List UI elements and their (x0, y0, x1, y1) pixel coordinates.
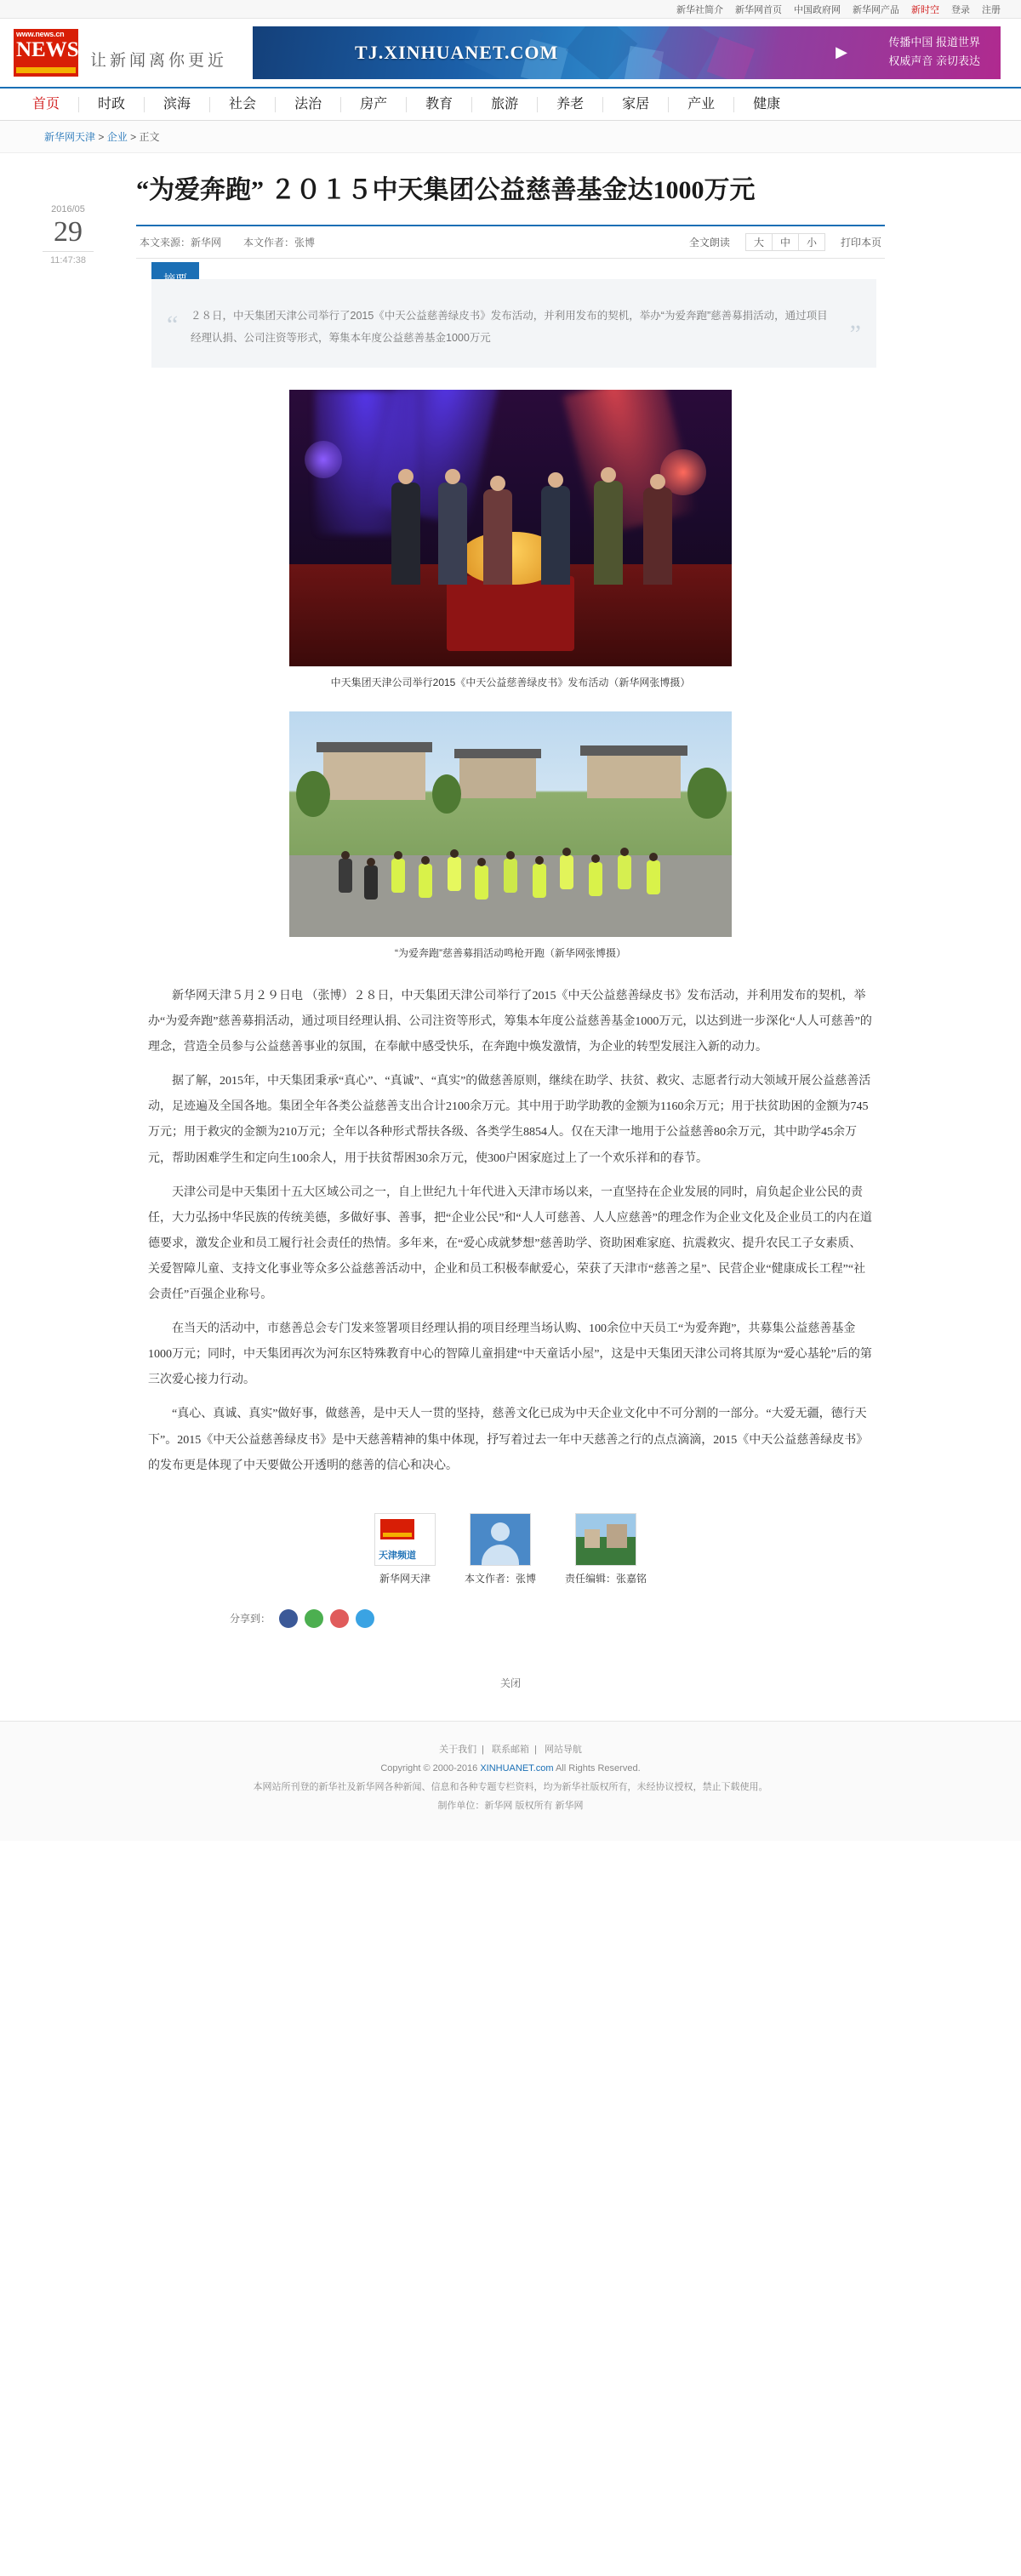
weibo-share-icon[interactable] (330, 1609, 349, 1628)
article-paragraph-0: 新华网天津５月２９日电 （张博）２８日，中天集团天津公司举行了2015《中天公益慈善绿皮书》发布活动，并利用发布的契机，举办“为爱奔跑”慈善募捐活动，通过项目经理认捐、公司注资等形式，筹集本年度公益慈善基金1000万元，以达到进一步深化“人人可慈善”的理念，营造全员参与公益慈善事业的氛围，在奉献中感受快乐，在奔跑中焕发激情，为企业的转型发展注入新的动力。 (148, 990, 872, 1054)
font-size-large[interactable]: 大 (746, 234, 773, 250)
credit-card-author[interactable] (465, 1513, 536, 1585)
article-meta-bar (136, 225, 885, 259)
date-divider (43, 251, 94, 252)
breadcrumb-item-0[interactable]: 新华网天津 (44, 131, 96, 143)
topbar-link-0[interactable]: 新华社简介 (676, 4, 723, 15)
article-paragraph-1: 据了解，2015年，中天集团秉承“真心”、“真诚”、“真实”的做慈善原则，继续在助学、扶贫、救灾、志愿者行动大领域开展公益慈善活动，足迹遍及全国各地。集团全年各类公益慈善支出合计2100余万元。其中用于助学助教的金额为1160余万元；用于扶贫助困的金额为745万元；用于救灾的金额为210万元；全年以各种形式帮扶各级、各类学生8854人。仅在天津一地用于公益慈善80余万元，其中助学45余万元，帮助困难学生和定向生100余人，用于扶贫帮困30余万元，使300户困家庭过上了一个欢乐祥和的春节。 (148, 1075, 871, 1165)
nav-item-6[interactable]: 教育 (407, 97, 472, 112)
share-label: 分享到： (230, 1613, 271, 1625)
figure-2-image (289, 711, 732, 937)
topbar-link-1[interactable]: 新华网首页 (735, 4, 782, 15)
article-date-block (0, 165, 136, 1721)
date-year-month: 2016/05 (51, 204, 85, 214)
breadcrumb-item-2: 正文 (139, 131, 160, 143)
banner-slogan-line2: 权威声音 亲切表达 (888, 54, 980, 67)
article-paragraph-3: 在当天的活动中，市慈善总会专门发来签署项目经理认捐的项目经理当场认购、100余位中天员工“为爱奔跑”，共募集公益慈善基金1000万元；同时，中天集团再次为河东区特殊教育中心的智障儿童捐建“中天童话小屋”，这是中天集团天津公司将其原为“爱心基轮”后的第三次爱心接力行动。 (148, 1322, 872, 1387)
footer-link-0[interactable]: 关于我们 (439, 1744, 477, 1755)
scenery-thumbnail-icon (575, 1513, 636, 1566)
banner-slogan-line1: 传播中国 报道世界 (888, 36, 980, 49)
credit-card-author-label: 本文作者：张博 (464, 1572, 536, 1585)
credit-card-site[interactable] (374, 1513, 436, 1585)
breadcrumb-sep-0: > (98, 131, 105, 143)
figure-1-image (289, 390, 732, 666)
article-figure-1 (136, 390, 885, 689)
article-source (140, 235, 221, 249)
read-aloud-button[interactable]: 全文朗读 (688, 236, 730, 248)
qzone-share-icon[interactable] (356, 1609, 374, 1628)
rights-text: All Rights Reserved. (555, 1762, 641, 1773)
article-column (136, 165, 1021, 1721)
nav-item-5[interactable]: 房产 (341, 97, 407, 112)
font-size-small[interactable]: 小 (806, 236, 817, 248)
footer-copyright (0, 1759, 1021, 1778)
nav-item-8[interactable]: 养老 (538, 97, 603, 112)
topbar-link-2[interactable]: 中国政府网 (794, 4, 841, 15)
quote-close-icon: ” (849, 320, 861, 348)
wechat-share-icon[interactable] (305, 1609, 323, 1628)
footer-link-2[interactable]: 网站导航 (544, 1744, 582, 1755)
avatar (470, 1513, 531, 1566)
figure-2-caption: “为爱奔跑”慈善募捐活动鸣枪开跑（新华网张博摄） (395, 947, 626, 959)
site-logo-block[interactable] (14, 29, 227, 77)
site-header (0, 19, 1021, 87)
content-area (0, 153, 1021, 1721)
author-label: 本文作者： (243, 236, 295, 248)
nav-item-0[interactable]: 首页 (14, 97, 79, 112)
quote-open-icon: “ (167, 310, 179, 339)
nav-item-3[interactable]: 社会 (210, 97, 276, 112)
source-value: 新华网 (191, 236, 222, 248)
logo-mark: NEWS (16, 38, 79, 62)
nav-item-7[interactable]: 旅游 (472, 97, 538, 112)
topbar-login-link[interactable]: 登录 (951, 4, 970, 15)
share-row (230, 1609, 885, 1628)
footer-link-1[interactable]: 联系邮箱 (492, 1744, 529, 1755)
credit-card-site-label: 新华网天津 (379, 1572, 431, 1585)
banner-slogan (888, 33, 980, 71)
nav-item-4[interactable]: 法治 (276, 97, 341, 112)
source-label: 本文来源： (140, 236, 191, 248)
xinhua-logo[interactable] (14, 29, 78, 77)
banner-domain: TJ.XINHUANET.COM (355, 42, 559, 63)
logo-gold-bar (16, 67, 76, 73)
logo-slogan: 让新闻离你更近 (90, 52, 228, 70)
summary-text: ２８日，中天集团天津公司举行了2015《中天公益慈善绿皮书》发布活动，并利用发布的契机，举办“为爱奔跑”慈善募捐活动，通过项目经理认捐、公司注资等形式，筹集本年度公益慈善基金1000万元 (191, 309, 828, 344)
nav-item-1[interactable]: 时政 (79, 97, 145, 112)
figure-1-caption: 中天集团天津公司举行2015《中天公益慈善绿皮书》发布活动（新华网张博摄） (330, 677, 691, 688)
print-button[interactable]: 打印本页 (840, 236, 881, 248)
footer-site-link[interactable]: XINHUANET.com (480, 1762, 554, 1773)
site-footer (0, 1721, 1021, 1841)
font-size-medium[interactable]: 中 (773, 234, 799, 250)
xinhua-tianjin-logo-icon: 天津频道 (374, 1513, 436, 1566)
article-figure-2 (136, 711, 885, 960)
top-utility-bar (0, 0, 1021, 19)
nav-item-2[interactable]: 滨海 (145, 97, 210, 112)
main-nav (0, 87, 1021, 121)
date-day: 29 (54, 216, 83, 248)
article-credit-cards (136, 1513, 885, 1585)
article-paragraph-2: 天津公司是中天集团十五大区域公司之一，自上世纪九十年代进入天津市场以来，一直坚持在企业发展的同时，肩负起企业公民的责任，大力弘扬中华民族的传统美德，多做好事、善事，把“企业公民”和“人人可慈善、人人应慈善”的理念作为企业文化及企业员工的内在道德要求，激发企业和员工履行社会责任的热情。多年来，在“爱心成就梦想”慈善助学、资助困难家庭、抗震救灾、提升农民工子女素质、关爱智障儿童、支持文化事业等众多公益慈善活动中，企业和员工积极奉献爱心，荣获了天津市“慈善之星”、民营企业“健康成长工程”“社会责任”百强企业称号。 (148, 1185, 872, 1302)
summary-body (151, 279, 876, 368)
credit-card-editor-label: 责任编辑：张嘉铭 (565, 1572, 647, 1585)
article-author (243, 235, 315, 249)
breadcrumb-item-1[interactable]: 企业 (106, 131, 128, 143)
breadcrumb-sep-1: > (130, 131, 137, 143)
topbar-link-3[interactable]: 新华网产品 (853, 4, 899, 15)
font-size-switcher (745, 233, 825, 251)
logo-url: www.news.cn (16, 30, 65, 38)
copyright-text: Copyright © 2000-2016 (380, 1762, 478, 1773)
breadcrumb (0, 121, 1021, 153)
header-banner-ad[interactable] (253, 26, 1001, 79)
footer-disclaimer-1: 本网站所刊登的新华社及新华网各种新闻、信息和各种专题专栏资料，均为新华社版权所有，未经协议授权，禁止下载使用。 (253, 1781, 768, 1792)
topbar-register-link[interactable]: 注册 (982, 4, 1001, 15)
banner-arrow-icon: ▶ (836, 43, 847, 60)
date-time: 11:47:38 (49, 255, 86, 266)
nav-item-9[interactable]: 家居 (603, 97, 669, 112)
nav-item-10[interactable]: 产业 (669, 97, 734, 112)
close-button[interactable]: 关闭 (499, 1676, 521, 1689)
article-paragraph-4: “真心、真诚、真实”做好事，做慈善，是中天人一贯的坚持，慈善文化已成为中天企业文化中不可分割的一部分。“大爱无疆，德行天下”。2015《中天公益慈善绿皮书》是中天慈善精神的集中体现，抒写着过去一年中天慈善之行的点点滴滴，2015《中天公益慈善绿皮书》的发布更是体现了中天要做公开透明的慈善的信心和决心。 (148, 1408, 869, 1472)
nav-item-11[interactable]: 健康 (753, 96, 781, 111)
topbar-link-hot[interactable]: 新时空 (911, 4, 939, 15)
footer-links: 关于我们 | 联系邮箱 | 网站导航 (439, 1744, 582, 1755)
facebook-share-icon[interactable] (279, 1609, 298, 1628)
author-value: 张博 (294, 236, 316, 248)
footer-disclaimer-2: 制作单位：新华网 版权所有 新华网 (437, 1800, 584, 1811)
page-title: “为爱奔跑” ２０１５中天集团公益慈善基金达1000万元 (136, 176, 756, 204)
credit-card-editor[interactable] (565, 1513, 647, 1585)
article-summary (151, 279, 876, 368)
article-body (136, 984, 885, 1479)
